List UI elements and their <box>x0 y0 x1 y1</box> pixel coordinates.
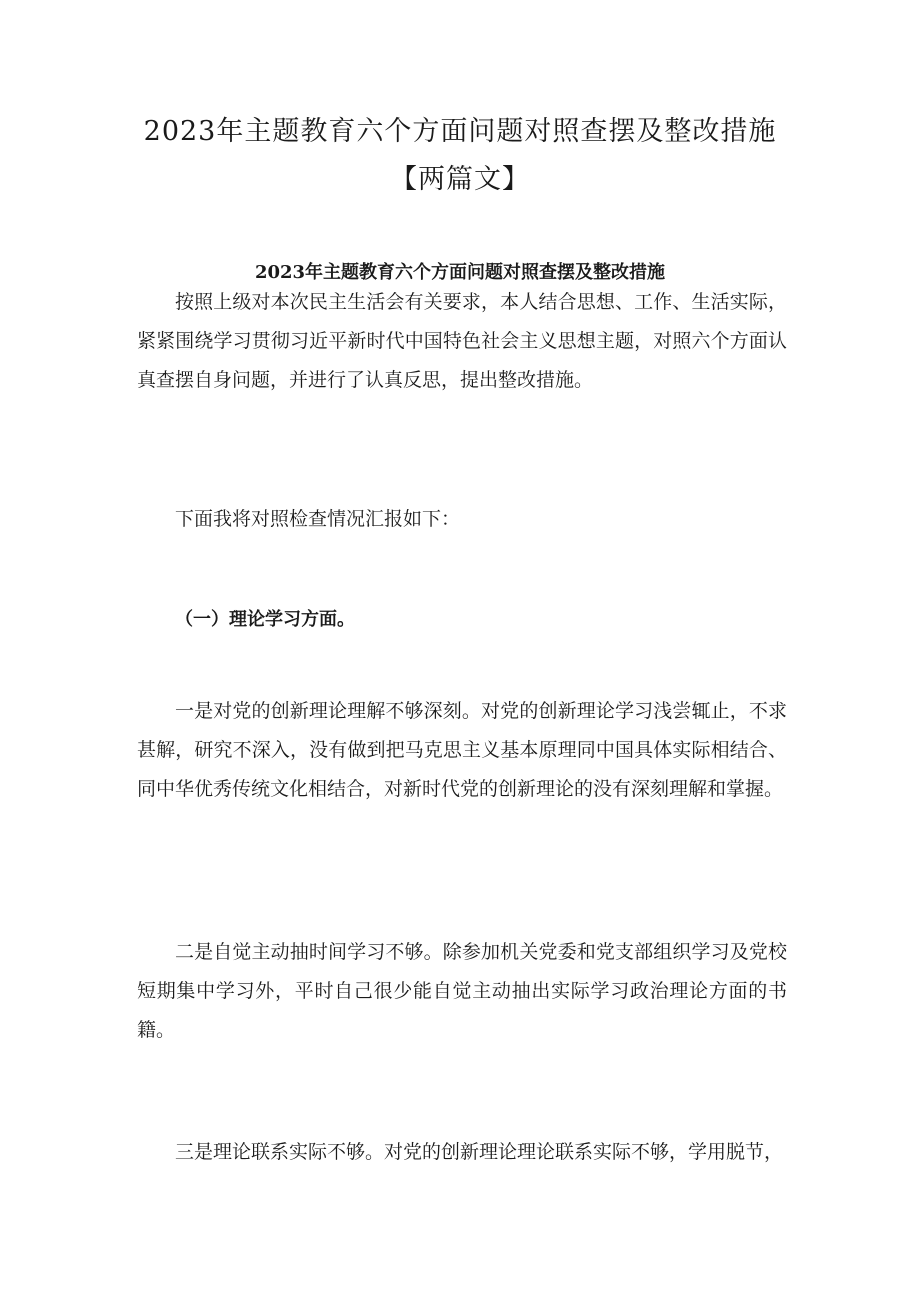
item-three-paragraph: 三是理论联系实际不够。对党的创新理论理论联系实际不够，学用脱节， <box>175 1141 784 1163</box>
item-one-paragraph: 一是对党的创新理论理解不够深刻。对党的创新理论学习浅尝辄止，不求甚解，研究不深入，没有做到把马克思主义基本原理同中国具体实际相结合、同中华优秀传统文化相结合，对新时代党的创新理论的没有深刻理解和掌握。 <box>137 700 787 800</box>
section-heading: （一）理论学习方面。 <box>175 609 355 630</box>
document-title-line1: 2023年主题教育六个方面问题对照查摆及整改措施 <box>143 116 777 147</box>
intro-paragraph: 按照上级对本次民主生活会有关要求，本人结合思想、工作、生活实际，紧紧围绕学习贯彻习近平新时代中国特色社会主义思想主题，对照六个方面认真查摆自身问题，并进行了认真反思，提出整改措施。 <box>137 291 787 391</box>
document-title-line2: 【两篇文】 <box>390 164 530 195</box>
section-title: 2023年主题教育六个方面问题对照查摆及整改措施 <box>254 262 666 283</box>
report-paragraph: 下面我将对照检查情况汇报如下： <box>175 508 461 530</box>
item-two-paragraph: 二是自觉主动抽时间学习不够。除参加机关党委和党支部组织学习及党校短期集中学习外，平时自己很少能自觉主动抽出实际学习政治理论方面的书籍。 <box>137 941 787 1041</box>
